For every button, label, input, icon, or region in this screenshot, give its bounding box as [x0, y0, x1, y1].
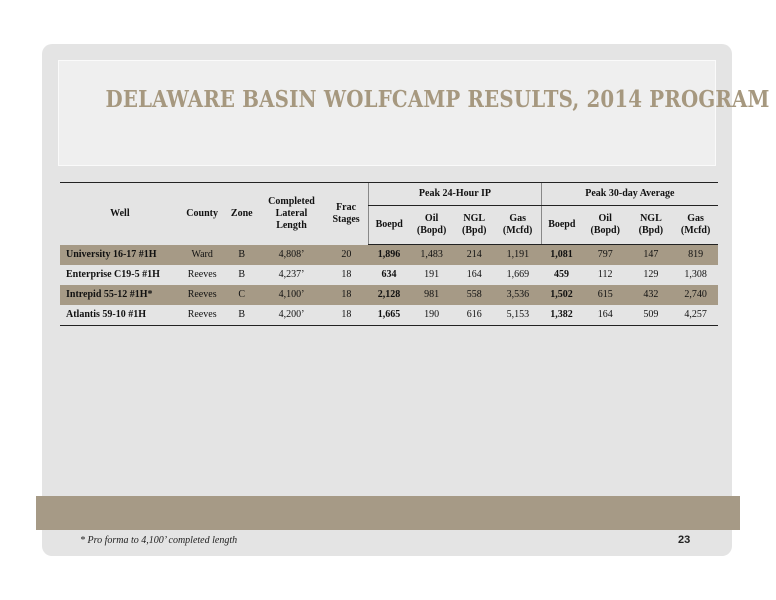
cell-well: Enterprise C19-5 #1H: [66, 269, 160, 280]
cell-ip-gas: 1,669: [506, 269, 530, 280]
header-county: County: [180, 183, 225, 245]
table-row: [60, 245, 718, 266]
cell-avg-ngl: 129: [643, 269, 659, 280]
cell-stages: 20: [324, 245, 369, 266]
page-number: 23: [678, 534, 691, 546]
header-completed-lateral-length: Completed Lateral Length: [259, 183, 324, 245]
header-ip-gas: Gas (Mcfd): [495, 206, 542, 245]
header-well: Well: [60, 183, 180, 245]
cell-avg-oil: 112: [597, 269, 613, 280]
cell-county: Reeves: [180, 285, 225, 305]
cell-length: 4,237’: [278, 269, 305, 280]
cell-county: Ward: [180, 245, 225, 266]
cell-avg-boepd: 1,081: [541, 245, 582, 266]
cell-avg-gas: 1,308: [684, 269, 707, 280]
header-group-peak-24-hour-ip: Peak 24-Hour IP: [369, 183, 542, 206]
header-ip-boepd: Boepd: [369, 206, 410, 245]
cell-avg-oil: 164: [582, 305, 629, 326]
cell-zone: B: [238, 269, 246, 280]
cell-ip-oil: 1,483: [409, 245, 454, 266]
cell-ip-boepd: 634: [381, 269, 397, 280]
cell-avg-ngl: 147: [629, 245, 674, 266]
header-zone: Zone: [224, 183, 259, 245]
cell-county: Reeves: [187, 269, 217, 280]
header-group-peak-30-day-average: Peak 30-day Average: [541, 183, 718, 206]
title-panel: [58, 60, 770, 166]
cell-length: 4,100’: [259, 285, 324, 305]
cell-well: University 16-17 #1H: [60, 245, 180, 266]
footnote: * Pro forma to 4,100’ completed length: [80, 535, 238, 546]
cell-ip-boepd: 2,128: [369, 285, 410, 305]
cell-ip-oil: 190: [409, 305, 454, 326]
cell-stages: 18: [324, 285, 369, 305]
cell-well: Intrepid 55-12 #1H*: [60, 285, 180, 305]
cell-length: 4,808’: [259, 245, 324, 266]
header-avg-ngl: NGL (Bpd): [629, 206, 674, 245]
cell-avg-oil: 615: [582, 285, 629, 305]
cell-ip-gas: 5,153: [495, 305, 542, 326]
cell-zone: C: [224, 285, 259, 305]
cell-ip-gas: 3,536: [495, 285, 542, 305]
table-row: [60, 265, 718, 285]
cell-avg-ngl: 509: [629, 305, 674, 326]
cell-avg-boepd: 459: [554, 269, 570, 280]
table-row: [60, 285, 718, 305]
cell-ip-boepd: 1,896: [369, 245, 410, 266]
cell-length: 4,200’: [259, 305, 324, 326]
cell-avg-ngl: 432: [629, 285, 674, 305]
header-ip-oil: Oil (Bopd): [409, 206, 454, 245]
header-frac-stages: Frac Stages: [324, 183, 369, 245]
cell-ip-boepd: 1,665: [369, 305, 410, 326]
cell-ip-ngl: 164: [466, 269, 482, 280]
cell-avg-boepd: 1,502: [541, 285, 582, 305]
cell-ip-gas: 1,191: [495, 245, 542, 266]
cell-stages: 18: [341, 269, 352, 280]
cell-avg-oil: 797: [582, 245, 629, 266]
cell-ip-ngl: 558: [454, 285, 495, 305]
cell-zone: B: [224, 245, 259, 266]
cell-zone: B: [224, 305, 259, 326]
header-avg-boepd: Boepd: [541, 206, 582, 245]
cell-well: Atlantis 59-10 #1H: [60, 305, 180, 326]
cell-ip-ngl: 214: [454, 245, 495, 266]
cell-ip-oil: 191: [424, 269, 440, 280]
cell-avg-gas: 2,740: [673, 285, 718, 305]
cell-ip-ngl: 616: [454, 305, 495, 326]
cell-avg-gas: 819: [673, 245, 718, 266]
header-avg-gas: Gas (Mcfd): [673, 206, 718, 245]
cell-stages: 18: [324, 305, 369, 326]
table-row: [60, 305, 718, 326]
cell-county: Reeves: [180, 305, 225, 326]
header-ip-ngl: NGL (Bpd): [454, 206, 495, 245]
results-table: [60, 182, 718, 326]
footer-band: [36, 496, 740, 530]
cell-avg-boepd: 1,382: [541, 305, 582, 326]
header-avg-oil: Oil (Bopd): [582, 206, 629, 245]
cell-avg-gas: 4,257: [673, 305, 718, 326]
cell-ip-oil: 981: [409, 285, 454, 305]
slide-title: DELAWARE BASIN WOLFCAMP RESULTS, 2014 PROGRAM: [105, 86, 770, 113]
